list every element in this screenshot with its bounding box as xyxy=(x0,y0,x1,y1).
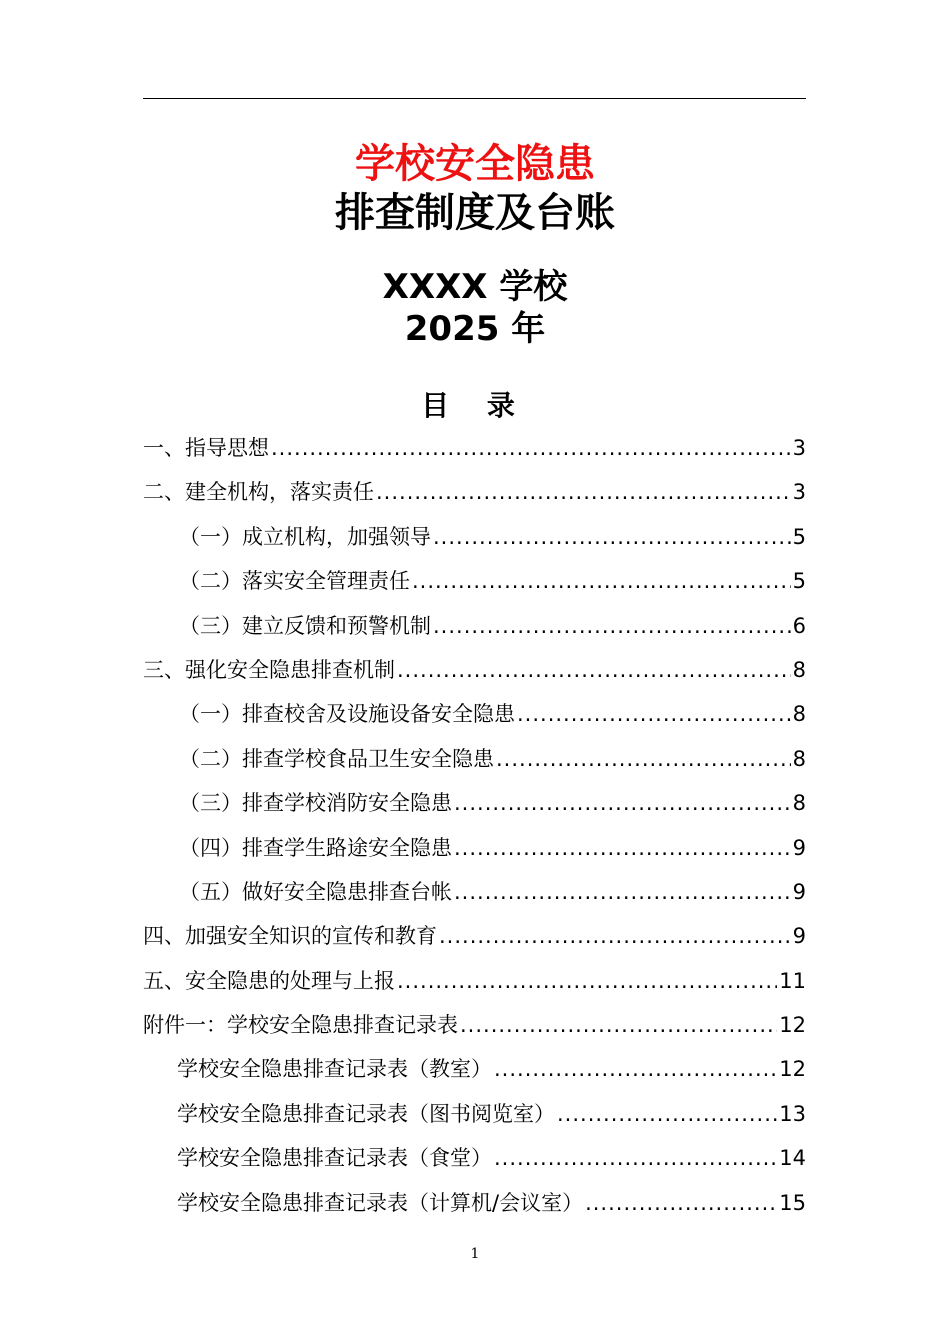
toc-entry-label: 三、强化安全隐患排查机制 xyxy=(143,657,395,682)
toc-leader xyxy=(397,648,791,692)
toc-entry-label: （二）落实安全管理责任 xyxy=(179,569,410,594)
toc-entry[interactable] xyxy=(143,914,806,958)
toc-entry[interactable] xyxy=(143,648,806,692)
toc-leader xyxy=(454,870,791,914)
toc-entry[interactable] xyxy=(143,826,806,870)
toc-leader xyxy=(517,692,791,736)
toc-entry-page: 11 xyxy=(779,968,806,993)
toc-leader xyxy=(433,604,791,648)
toc-entry-label: （一）成立机构，加强领导 xyxy=(179,524,431,549)
toc-entry-page: 3 xyxy=(792,480,806,505)
toc-entry[interactable] xyxy=(143,959,806,1003)
table-of-contents xyxy=(143,426,806,1225)
toc-leader xyxy=(412,559,791,603)
toc-entry-label: 二、建全机构，落实责任 xyxy=(143,480,374,505)
toc-entry-label: （四）排查学生路途安全隐患 xyxy=(179,835,452,860)
toc-entry-label: 五、安全隐患的处理与上报 xyxy=(143,968,395,993)
toc-entry[interactable] xyxy=(143,604,806,648)
document-year: 2025 年 xyxy=(404,309,546,349)
toc-entry-page: 8 xyxy=(792,657,806,682)
toc-leader xyxy=(585,1181,777,1225)
title-line-2: 排查制度及台账 xyxy=(335,190,615,236)
toc-entry-label: （三）建立反馈和预警机制 xyxy=(179,613,431,638)
toc-leader xyxy=(494,1136,777,1180)
toc-leader xyxy=(271,426,791,470)
toc-heading: 目 录 xyxy=(421,389,529,422)
toc-leader xyxy=(439,914,791,958)
toc-leader xyxy=(397,959,777,1003)
toc-entry-page: 12 xyxy=(779,1013,806,1038)
toc-leader xyxy=(376,470,791,514)
toc-entry-page: 5 xyxy=(792,569,806,594)
toc-entry[interactable] xyxy=(143,1047,806,1091)
header-rule xyxy=(143,98,806,99)
school-info xyxy=(0,266,950,350)
toc-leader xyxy=(454,781,791,825)
toc-entry[interactable] xyxy=(143,692,806,736)
toc-entry-label: 附件一：学校安全隐患排查记录表 xyxy=(143,1013,458,1038)
toc-entry[interactable] xyxy=(143,781,806,825)
toc-entry-label: （一）排查校舍及设施设备安全隐患 xyxy=(179,702,515,727)
title-line-1: 学校安全隐患 xyxy=(355,141,595,187)
toc-leader xyxy=(460,1003,777,1047)
toc-leader xyxy=(557,1092,777,1136)
toc-entry[interactable] xyxy=(143,1181,806,1225)
toc-entry-label: （二）排查学校食品卫生安全隐患 xyxy=(179,746,494,771)
toc-entry-page: 8 xyxy=(792,791,806,816)
toc-entry[interactable] xyxy=(143,870,806,914)
toc-entry-label: 学校安全隐患排查记录表（计算机/会议室） xyxy=(177,1190,584,1215)
toc-entry-page: 9 xyxy=(792,835,806,860)
toc-leader xyxy=(454,826,791,870)
toc-leader xyxy=(494,1047,777,1091)
toc-leader xyxy=(496,737,791,781)
toc-entry[interactable] xyxy=(143,559,806,603)
toc-entry-page: 12 xyxy=(779,1057,806,1082)
toc-entry[interactable] xyxy=(143,426,806,470)
toc-entry-label: （五）做好安全隐患排查台帐 xyxy=(179,879,452,904)
toc-entry-page: 3 xyxy=(792,436,806,460)
toc-entry-label: 学校安全隐患排查记录表（教室） xyxy=(177,1057,492,1082)
page-number: 1 xyxy=(470,1246,480,1262)
toc-entry-page: 5 xyxy=(792,524,806,549)
toc-leader xyxy=(433,515,791,559)
toc-entry-page: 8 xyxy=(792,746,806,771)
toc-entry-label: 学校安全隐患排查记录表（食堂） xyxy=(177,1146,492,1171)
toc-entry-page: 13 xyxy=(779,1101,806,1126)
toc-entry-label: 一、指导思想 xyxy=(143,436,269,460)
school-name: XXXX 学校 xyxy=(382,267,568,307)
toc-entry[interactable] xyxy=(143,515,806,559)
toc-entry-page: 14 xyxy=(779,1146,806,1171)
toc-entry-label: 学校安全隐患排查记录表（图书阅览室） xyxy=(177,1101,555,1126)
toc-entry[interactable] xyxy=(143,1136,806,1180)
toc-entry[interactable] xyxy=(143,1092,806,1136)
toc-entry[interactable] xyxy=(143,470,806,514)
document-title xyxy=(0,140,950,238)
toc-entry-label: 四、加强安全知识的宣传和教育 xyxy=(143,924,437,949)
toc-entry-label: （三）排查学校消防安全隐患 xyxy=(179,791,452,816)
toc-entry-page: 9 xyxy=(792,924,806,949)
toc-entry[interactable] xyxy=(143,1003,806,1047)
toc-entry-page: 15 xyxy=(779,1190,806,1215)
toc-entry-page: 6 xyxy=(792,613,806,638)
toc-entry-page: 8 xyxy=(792,702,806,727)
toc-entry[interactable] xyxy=(143,737,806,781)
toc-entry-page: 9 xyxy=(792,879,806,904)
